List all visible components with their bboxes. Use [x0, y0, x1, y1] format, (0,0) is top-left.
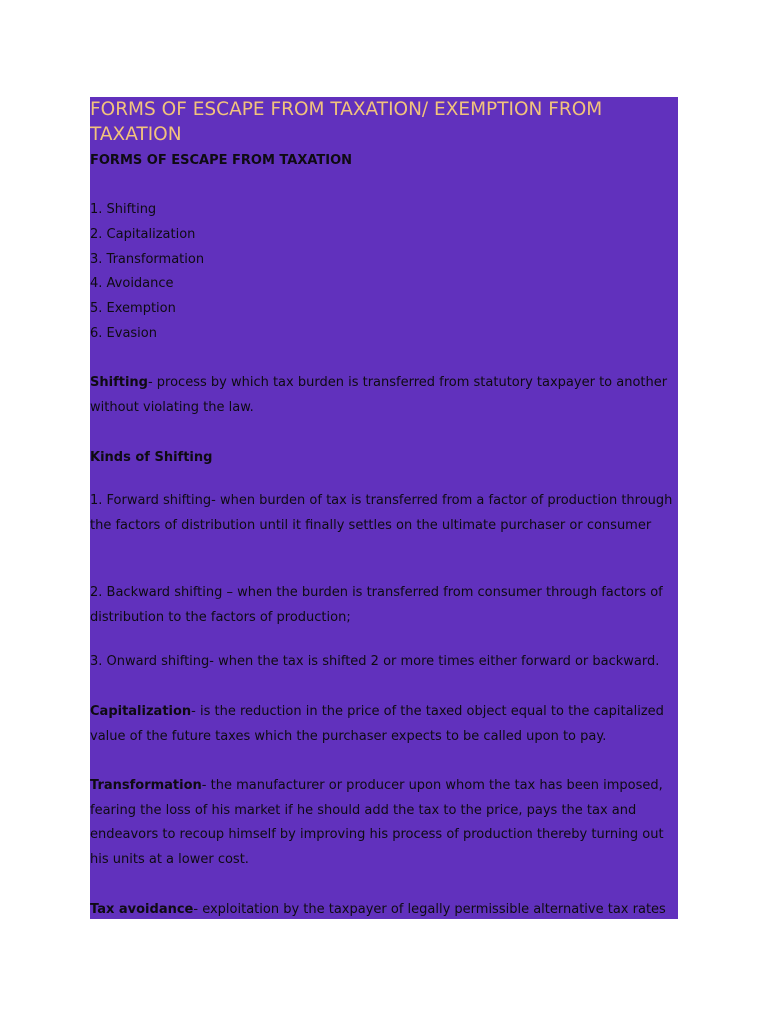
list-item: 2. Capitalization	[90, 227, 196, 242]
avoidance-term: Tax avoidance	[90, 902, 194, 917]
kinds-heading: Kinds of Shifting	[90, 450, 213, 465]
avoidance-paragraph	[90, 898, 678, 919]
transformation-term: Transformation	[90, 778, 202, 793]
kind-forward: 1. Forward shifting- when burden of tax is transferred from a factor of production through the factors of distribution until it finally settles on the ultimate purchaser or consumer	[90, 493, 673, 533]
list-item: 5. Exemption	[90, 301, 176, 316]
list-item: 3. Transformation	[90, 252, 205, 267]
list-item: 1. Shifting	[90, 202, 157, 217]
capitalization-paragraph	[90, 700, 678, 749]
capitalization-term: Capitalization	[90, 704, 192, 719]
shifting-definition: - process by which tax burden is transferred from statutory taxpayer to another without violating the law.	[90, 375, 668, 415]
document-panel	[90, 97, 678, 919]
section-heading: FORMS OF ESCAPE FROM TAXATION	[90, 153, 353, 168]
transformation-paragraph	[90, 774, 678, 873]
shifting-paragraph	[90, 371, 678, 420]
shifting-term: Shifting	[90, 375, 148, 390]
kind-onward: 3. Onward shifting- when the tax is shifted 2 or more times either forward or backward.	[90, 654, 660, 669]
capitalization-definition: - is the reduction in the price of the taxed object equal to the capitalized value of the future taxes which the purchaser expects to be called upon to pay.	[90, 704, 664, 744]
kind-backward: 2. Backward shifting – when the burden is transferred from consumer through factors of distribution to the factors of production;	[90, 585, 663, 625]
document-title: FORMS OF ESCAPE FROM TAXATION/ EXEMPTION FROM TAXATION	[90, 99, 603, 145]
list-item: 6. Evasion	[90, 326, 157, 341]
list-item: 4. Avoidance	[90, 276, 174, 291]
transformation-definition: - the manufacturer or producer upon whom the tax has been imposed, fearing the loss of his market if he should add the tax to the price, pays the tax and endeavors to recoup himself by improving his process of production thereby turning out his units at a lower cost.	[90, 778, 664, 868]
avoidance-definition: - exploitation by the taxpayer of legally permissible alternative tax rates	[193, 902, 666, 917]
